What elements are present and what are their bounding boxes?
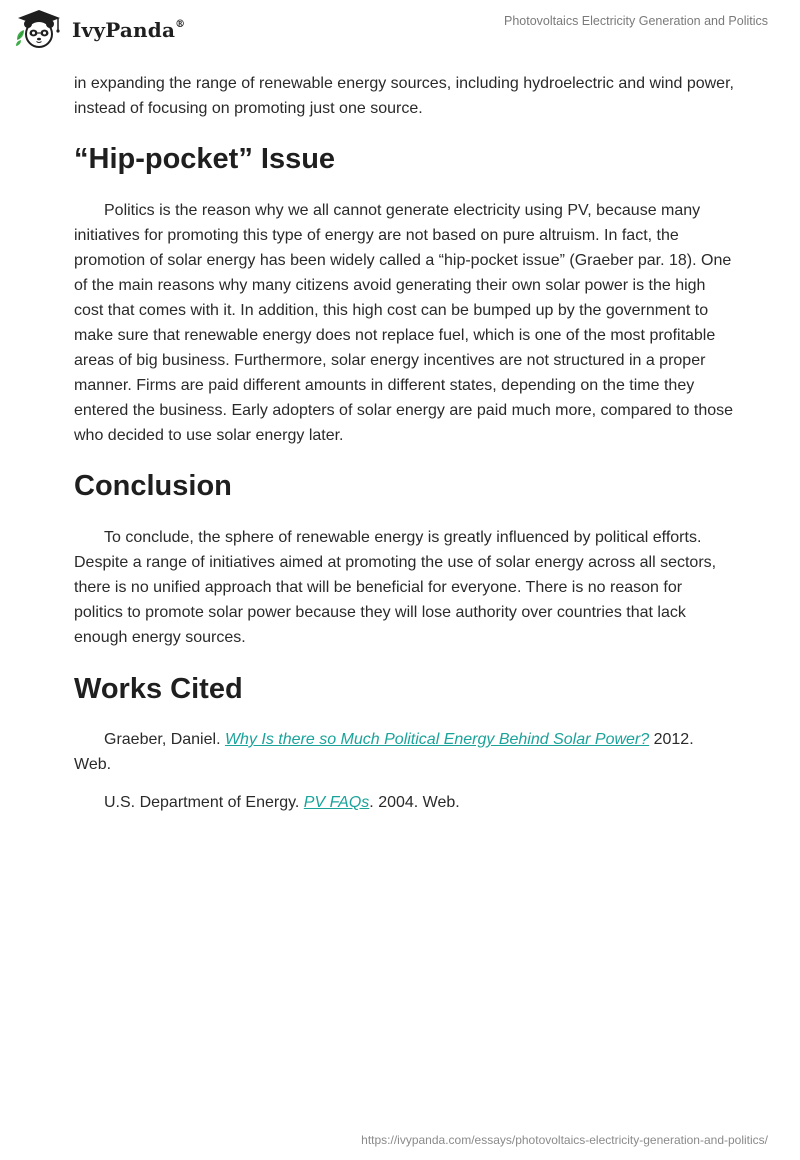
heading-hip-pocket: “Hip-pocket” Issue [74,143,336,175]
panda-logo-icon [14,8,64,50]
conclusion-paragraph: To conclude, the sphere of renewable energy is greatly influenced by political efforts. Despite a range of initiatives aimed at promoting the use of solar energy across all sectors, there is no unified approach that will be beneficial for everyone. There is no reason for politics to promote solar power because they will lose authority over countries that lack enough energy sources. [74,529,717,646]
brand-name: IvyPanda [72,18,176,42]
intro-paragraph: in expanding the range of renewable energy sources, including hydroelectric and wind power, instead of focusing on promoting just one source. [74,75,734,117]
citation-details: . 2004. Web. [369,794,460,811]
page-header [0,0,800,70]
citation-graeber [74,727,734,777]
hip-pocket-paragraph: Politics is the reason why we all cannot generate electricity using PV, because many initiatives for promoting this type of energy are not based on pure altruism. In fact, the promotion of solar energy has been widely called a “hip-pocket issue” (Graeber par. 18). One of the main reasons why many citizens avoid generating their own solar power is the high cost that comes with it. In addition, this high cost can be bumped up by the government to make sure that renewable energy does not replace fuel, which is one of the most profitable areas of big business. Furthermore, solar energy incentives are not structured in a proper manner. Firms are paid different amounts in different states, depending on the time they entered the business. Early adopters of solar energy are paid much more, compared to those who decided to use solar energy later. [74,202,734,444]
document-title: Photovoltaics Electricity Generation and Politics [503,14,768,28]
citation-details: 2012. Web. [74,731,694,773]
heading-conclusion: Conclusion [74,470,232,502]
essay-content [74,71,734,828]
ivypanda-logo[interactable] [14,8,185,50]
citation-link-solar-power[interactable]: Why Is there so Much Political Energy Behind Solar Power? [224,731,650,748]
citation-author: Graeber, Daniel. [104,731,225,748]
citation-doe [74,790,734,815]
citation-link-pv-faqs[interactable]: PV FAQs [303,794,370,811]
footer-url[interactable]: https://ivypanda.com/essays/photovoltaics-electricity-generation-and-politics/ [361,1133,768,1147]
registered-mark: ® [175,19,186,31]
heading-works-cited: Works Cited [74,673,243,705]
citation-author: U.S. Department of Energy. [104,794,304,811]
